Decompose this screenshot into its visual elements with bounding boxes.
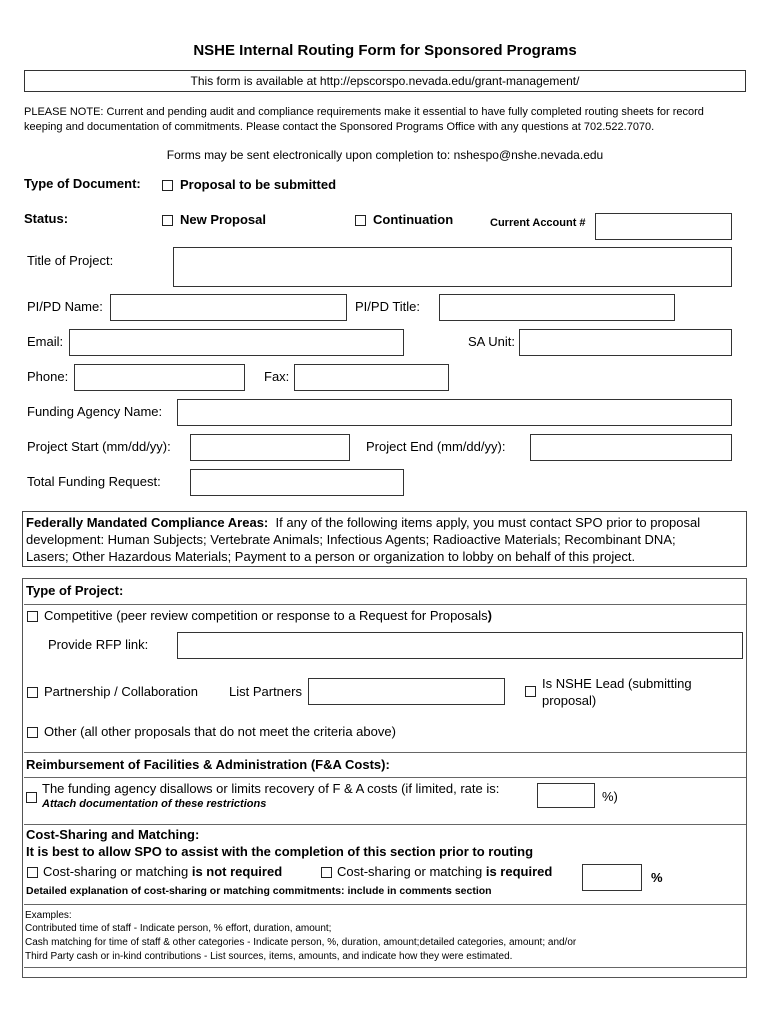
availability-text: This form is available at http://epscorspo.nevada.edu/grant-management/	[190, 74, 580, 88]
nshe-lead-checkbox[interactable]	[525, 686, 536, 697]
nshe-lead-label-2: proposal)	[542, 693, 597, 708]
note-line-2: keeping and documentation of commitments. Please contact the Sponsored Programs Office with any questions at 702.522.7070.	[24, 121, 655, 133]
examples-heading: Examples:	[25, 910, 72, 921]
divider	[24, 824, 746, 825]
funding-agency-field[interactable]	[177, 399, 732, 426]
pi-name-field[interactable]	[110, 294, 347, 321]
total-funding-label: Total Funding Request:	[27, 474, 161, 489]
cost-sharing-detail: Detailed explanation of cost-sharing or matching commitments: include in comments section	[26, 885, 492, 897]
new-proposal-checkbox[interactable]	[162, 215, 173, 226]
pi-title-field[interactable]	[439, 294, 675, 321]
fa-percent: %)	[602, 789, 618, 804]
continuation-label: Continuation	[373, 212, 454, 227]
project-start-field[interactable]	[190, 434, 350, 461]
partnership-label: Partnership / Collaboration	[44, 684, 198, 699]
competitive-checkbox[interactable]	[27, 611, 38, 622]
cs-nr-bold: is not required	[191, 864, 283, 879]
cs-nr-text: Cost-sharing or matching	[43, 864, 192, 879]
proposal-option-label: Proposal to be submitted	[180, 177, 337, 192]
examples-line-3: Third Party cash or in-kind contributions - List sources, items, amounts, and indicate how they were estimated.	[25, 951, 513, 962]
fa-line-2: Attach documentation of these restrictions	[42, 798, 267, 810]
compliance-line-2: development: Human Subjects; Vertebrate Animals; Infectious Agents; Radioactive Materials; Recombinant DNA;	[26, 532, 676, 547]
competitive-label	[44, 608, 492, 623]
cost-sharing-required-label	[337, 864, 552, 879]
continuation-checkbox[interactable]	[355, 215, 366, 226]
title-of-project-field[interactable]	[173, 247, 732, 287]
cost-sharing-percent: %	[651, 870, 663, 885]
list-partners-label: List Partners	[229, 684, 302, 699]
current-account-field[interactable]	[595, 213, 732, 240]
phone-label: Phone:	[27, 369, 69, 384]
note-line-1: PLEASE NOTE: Current and pending audit and compliance requirements make it essential to have fully completed routing sheets for record	[24, 106, 704, 118]
email-label: Email:	[27, 334, 64, 349]
fax-label: Fax:	[264, 369, 290, 384]
page-title: NSHE Internal Routing Form for Sponsored Programs	[193, 42, 577, 59]
pi-title-label: PI/PD Title:	[355, 299, 421, 314]
fa-checkbox[interactable]	[26, 792, 37, 803]
project-end-label: Project End (mm/dd/yy):	[366, 439, 506, 454]
fa-heading: Reimbursement of Facilities & Administration (F&A Costs):	[26, 757, 390, 772]
availability-banner	[24, 70, 746, 92]
status-label: Status:	[24, 211, 69, 226]
nshe-lead-label-1: Is NSHE Lead (submitting	[542, 676, 692, 691]
funding-agency-label: Funding Agency Name:	[27, 404, 163, 419]
fa-line-1: The funding agency disallows or limits recovery of F & A costs (if limited, rate is:	[42, 781, 500, 796]
sa-unit-field[interactable]	[519, 329, 732, 356]
other-checkbox[interactable]	[27, 727, 38, 738]
divider	[24, 777, 746, 778]
project-start-label: Project Start (mm/dd/yy):	[27, 439, 171, 454]
email-field[interactable]	[69, 329, 404, 356]
divider	[24, 967, 746, 968]
competitive-paren: )	[487, 608, 493, 623]
examples-line-1: Contributed time of staff - Indicate person, % effort, duration, amount;	[25, 923, 332, 934]
project-type-heading: Type of Project:	[26, 583, 124, 598]
competitive-text: Competitive (peer review competition or response to a Request for Proposals	[44, 608, 488, 623]
new-proposal-label: New Proposal	[180, 212, 266, 227]
project-end-field[interactable]	[530, 434, 732, 461]
divider	[24, 604, 746, 605]
sa-unit-label: SA Unit:	[468, 334, 515, 349]
list-partners-field[interactable]	[308, 678, 505, 705]
compliance-line-3: Lasers; Other Hazardous Materials; Payment to a person or organization to lobby on behalf of this project.	[26, 549, 636, 564]
pi-name-label: PI/PD Name:	[27, 299, 103, 314]
cost-sharing-subheading: It is best to allow SPO to assist with the completion of this section prior to routing	[26, 844, 534, 859]
cost-sharing-not-required-label	[43, 864, 282, 879]
cost-sharing-percent-field[interactable]	[582, 864, 642, 891]
cs-r-text: Cost-sharing or matching	[337, 864, 486, 879]
email-note: Forms may be sent electronically upon completion to: nshespo@nshe.nevada.edu	[166, 148, 604, 162]
cost-sharing-heading: Cost-Sharing and Matching:	[26, 827, 200, 842]
divider	[24, 752, 746, 753]
title-of-project-label: Title of Project:	[27, 253, 114, 268]
doc-type-label: Type of Document:	[24, 176, 141, 191]
fax-field[interactable]	[294, 364, 449, 391]
divider	[24, 904, 746, 905]
phone-field[interactable]	[74, 364, 245, 391]
compliance-heading: Federally Mandated Compliance Areas:	[26, 515, 269, 530]
rfp-link-field[interactable]	[177, 632, 743, 659]
fa-rate-field[interactable]	[537, 783, 595, 808]
cs-r-bold: is required	[485, 864, 553, 879]
proposal-checkbox[interactable]	[162, 180, 173, 191]
other-label: Other (all other proposals that do not meet the criteria above)	[44, 724, 396, 739]
current-account-label: Current Account #	[490, 217, 586, 229]
total-funding-field[interactable]	[190, 469, 404, 496]
partnership-checkbox[interactable]	[27, 687, 38, 698]
compliance-line-1	[26, 515, 700, 530]
compliance-text-1: If any of the following items apply, you must contact SPO prior to proposal	[275, 515, 701, 530]
rfp-link-label: Provide RFP link:	[48, 637, 149, 652]
cost-sharing-not-required-checkbox[interactable]	[27, 867, 38, 878]
cost-sharing-required-checkbox[interactable]	[321, 867, 332, 878]
examples-line-2: Cash matching for time of staff & other categories - Indicate person, %, duration, amount;detailed categories, amount; and/or	[25, 937, 577, 948]
